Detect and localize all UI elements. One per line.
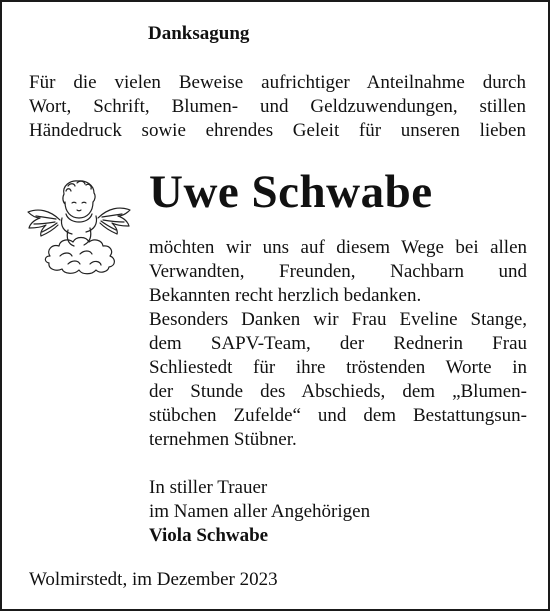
angel-on-cloud-icon <box>24 172 132 276</box>
body-line: Schliestedt für ihre tröstenden Worte in <box>149 357 527 378</box>
body-line: Besonders Danken wir Frau Eveline Stange, <box>149 309 527 330</box>
deceased-name: Uwe Schwabe <box>149 166 433 218</box>
closing-block <box>149 476 527 548</box>
body-line: ternehmen Stübner. <box>149 429 297 450</box>
signature: Viola Schwabe <box>149 525 269 546</box>
closing-line: im Namen aller Angehörigen <box>149 501 371 522</box>
place-date: Wolmirstedt, im Dezember 2023 <box>29 569 278 590</box>
body-line: Verwandten, Freunden, Nachbarn und <box>149 261 527 282</box>
body-line: stübchen Zufelde“ und dem Bestattungsun- <box>149 405 527 426</box>
body-line: der Stunde des Abschieds, dem „Blumen- <box>149 381 527 402</box>
intro-line: Wort, Schrift, Blumen- und Geldzuwendungen, stillen <box>29 96 526 117</box>
notice-heading: Danksagung <box>148 23 250 44</box>
body-line: dem SAPV-Team, der Rednerin Frau <box>149 333 527 354</box>
thanks-paragraph <box>149 236 527 452</box>
intro-paragraph <box>29 71 526 143</box>
intro-line: Händedruck sowie ehrendes Geleit für unseren lieben <box>29 120 526 141</box>
body-line: Bekannten recht herzlich bedanken. <box>149 285 422 306</box>
intro-line: Für die vielen Beweise aufrichtiger Anteilnahme durch <box>29 72 526 93</box>
closing-line: In stiller Trauer <box>149 477 268 498</box>
body-line: möchten wir uns auf diesem Wege bei allen <box>149 237 527 258</box>
